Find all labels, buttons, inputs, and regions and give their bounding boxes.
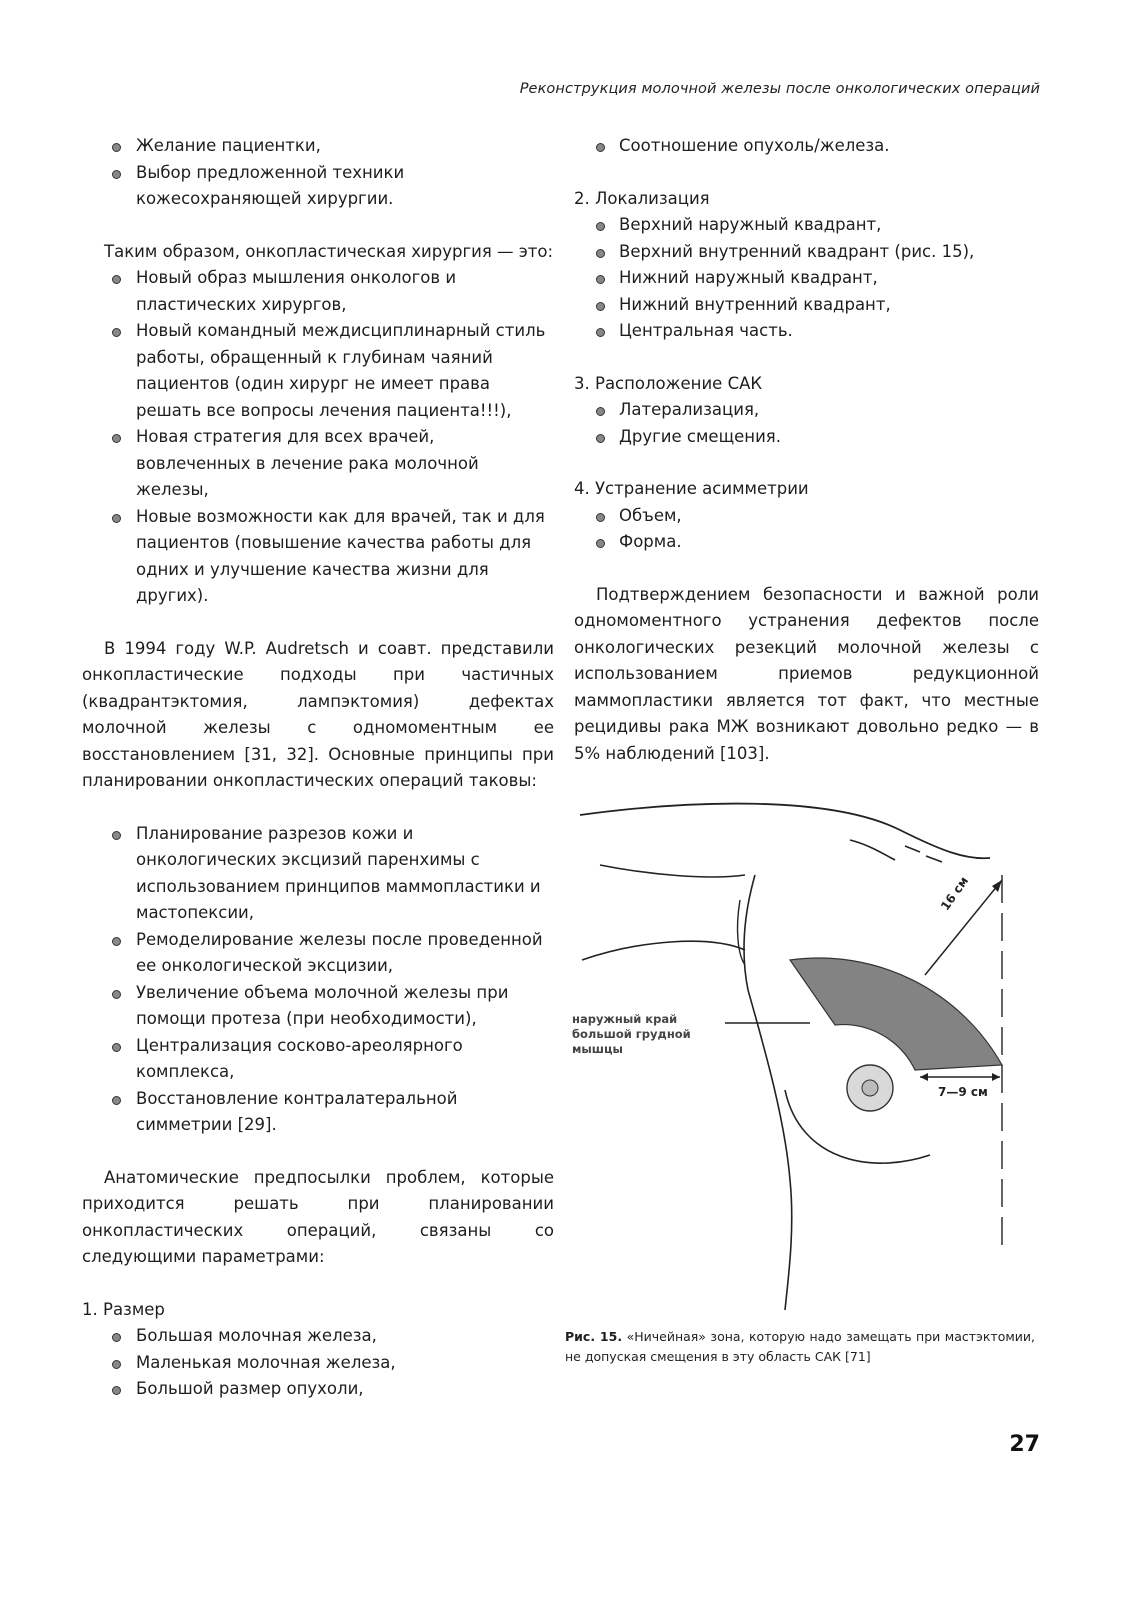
list-item: Нижний наружный квадрант,: [574, 265, 1039, 292]
list-localization: [574, 212, 1039, 345]
list-item: Новый командный междисциплинарный стиль работы, обращенный к глубинам чаяний пациентов (один хирург не имеет права решать все вопросы лечения пациента!!!),: [82, 318, 554, 424]
list-item: Планирование разрезов кожи и онкологических эксцизий паренхимы с использованием принципов маммопластики и мастопексии,: [82, 821, 554, 927]
page-number: 27: [1009, 1432, 1040, 1457]
axilla-line: [600, 865, 745, 877]
running-header: Реконструкция молочной железы после онкологических операций: [519, 81, 1040, 97]
section-title-asymmetry: 4. Устранение асимметрии: [574, 479, 809, 498]
paragraph-oncoplastic-intro: Таким образом, онкопластическая хирургия — это:: [104, 241, 554, 261]
list-item: Форма.: [574, 529, 1039, 556]
list-item: Увеличение объема молочной железы при помощи протеза (при необходимости),: [82, 980, 554, 1033]
list-item: Новая стратегия для всех врачей, вовлеченных в лечение рака молочной железы,: [82, 424, 554, 504]
arrow-16cm: [925, 880, 1002, 975]
list-item: Объем,: [574, 503, 1039, 530]
list-item: Централизация сосково-ареолярного комплекса,: [82, 1033, 554, 1086]
chest-line: [582, 941, 745, 960]
list-item: Верхний наружный квадрант,: [574, 212, 1039, 239]
shoulder-contour: [580, 804, 990, 859]
label-7-9cm: 7—9 см: [938, 1085, 988, 1099]
list-item: Новый образ мышления онкологов и пластических хирургов,: [82, 265, 554, 318]
list-item: Выбор предложенной техники кожесохраняющей хирургии.: [82, 160, 554, 213]
right-column: [574, 133, 1039, 767]
arrowhead-left: [920, 1073, 928, 1081]
list-item: Другие смещения.: [574, 424, 1039, 451]
paragraph-anatomic: Анатомические предпосылки проблем, которые приходится решать при планировании онкопластических операций, связаны со следующими параметрами:: [82, 1167, 554, 1266]
body-outline: [744, 875, 792, 1310]
list-asymmetry: [574, 503, 1039, 556]
arrowhead-right: [992, 1073, 1000, 1081]
list-oncoplastic: [82, 265, 554, 610]
list-top: [82, 133, 554, 213]
list-item: Большая молочная железа,: [82, 1323, 554, 1350]
figure-caption: [565, 1327, 1035, 1367]
caption-prefix: Рис. 15.: [565, 1329, 623, 1344]
nipple: [862, 1080, 878, 1096]
list-principles: [82, 821, 554, 1139]
list-item: Латерализация,: [574, 397, 1039, 424]
list-item: Ремоделирование железы после проведенной ее онкологической эксцизии,: [82, 927, 554, 980]
section-title-size: 1. Размер: [82, 1299, 165, 1319]
left-column: [82, 133, 554, 1403]
list-item: Большой размер опухоли,: [82, 1376, 554, 1403]
list-item: Нижний внутренний квадрант,: [574, 292, 1039, 319]
label-muscle-edge: наружный край большой грудной мышцы: [572, 1012, 691, 1056]
list-item: Верхний внутренний квадрант (рис. 15),: [574, 239, 1039, 266]
list-size: [82, 1323, 554, 1403]
shaded-zone: [790, 958, 1002, 1070]
armpit-line: [850, 840, 895, 860]
list-item: Соотношение опухоль/железа.: [574, 133, 1039, 160]
list-item: Маленькая молочная железа,: [82, 1350, 554, 1377]
list-item: Новые возможности как для врачей, так и для пациентов (повышение качества работы для одних и улучшение качества жизни для других).: [82, 504, 554, 610]
list-nac: [574, 397, 1039, 450]
list-item: Центральная часть.: [574, 318, 1039, 345]
list-item: Восстановление контралатеральной симметрии [29].: [82, 1086, 554, 1139]
section-title-localization: 2. Локализация: [574, 188, 710, 208]
list-item: Желание пациентки,: [82, 133, 554, 160]
paragraph-audretsch: В 1994 году W.P. Audretsch и соавт. представили онкопластические подходы при частичных (квадрантэктомия, лампэктомия) дефектах молочной железы с одномоментным ее восстановлением [31, 32]. Основные принципы при планировании онкопластических операций таковы:: [82, 638, 554, 790]
paragraph-confirmation: Подтверждением безопасности и важной роли одномоментного устранения дефектов после онкологических резекций молочной железы с использованием приемов редукционной маммопластики является тот факт, что местные рецидивы рака МЖ возникают довольно редко — в 5% наблюдений [103].: [574, 584, 1039, 763]
armpit-dash: [905, 846, 942, 862]
caption-text: «Ничейная» зона, которую надо замещать при мастэктомии, не допуская смещения в эту область САК [71]: [565, 1329, 1036, 1364]
section-title-nac: 3. Расположение САК: [574, 373, 763, 393]
label-16cm: 16 см: [938, 874, 972, 914]
list-ratio: [574, 133, 1039, 160]
